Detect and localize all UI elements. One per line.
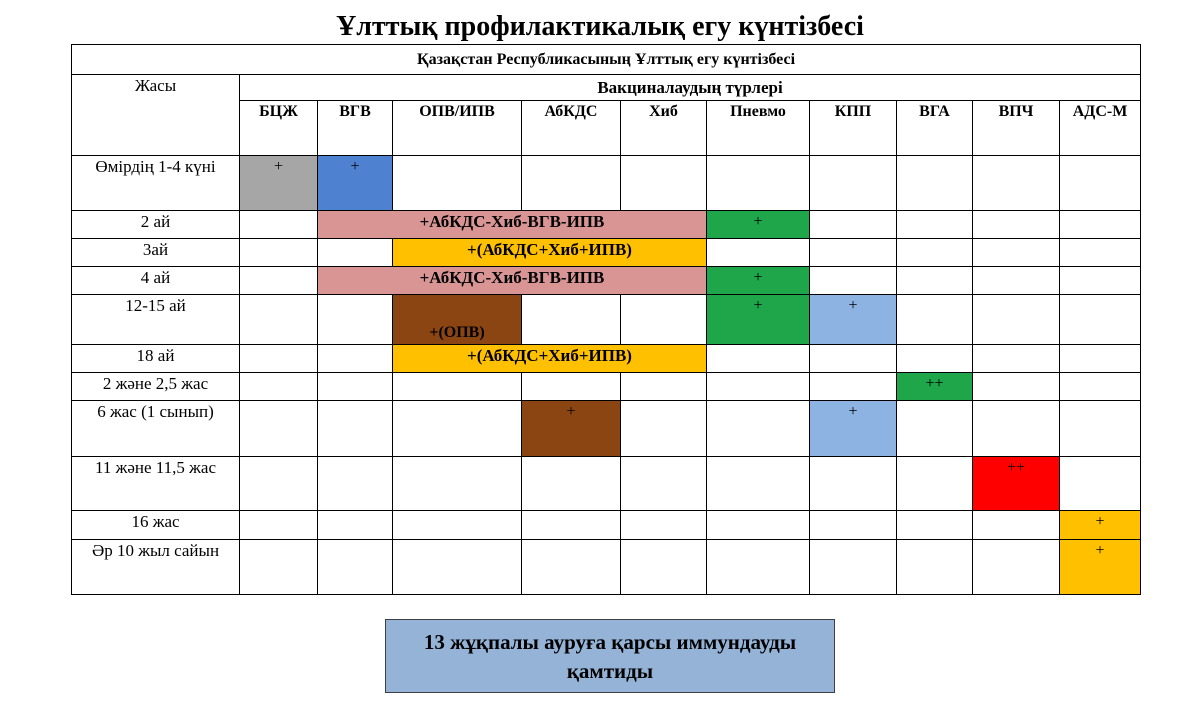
empty-cell xyxy=(897,210,973,238)
empty-cell xyxy=(1060,295,1141,344)
empty-cell xyxy=(240,457,318,511)
vaccine-header: Хиб xyxy=(621,101,707,155)
empty-cell xyxy=(810,267,897,295)
empty-cell xyxy=(522,155,621,210)
empty-cell xyxy=(973,539,1060,594)
empty-cell xyxy=(707,539,810,594)
empty-cell xyxy=(318,457,393,511)
schedule-row xyxy=(72,539,1141,594)
empty-cell xyxy=(973,372,1060,400)
empty-cell xyxy=(973,267,1060,295)
vaccine-header: ВГА xyxy=(897,101,973,155)
vaccine-header: БЦЖ xyxy=(240,101,318,155)
empty-cell xyxy=(973,344,1060,372)
empty-cell xyxy=(318,344,393,372)
header-row xyxy=(72,75,1141,101)
empty-cell xyxy=(1060,267,1141,295)
empty-cell xyxy=(810,239,897,267)
empty-cell xyxy=(1060,344,1141,372)
empty-cell xyxy=(393,372,522,400)
age-cell: 6 жас (1 сынып) xyxy=(72,400,240,456)
empty-cell xyxy=(1060,210,1141,238)
empty-cell xyxy=(393,155,522,210)
empty-cell xyxy=(897,267,973,295)
schedule-row xyxy=(72,210,1141,238)
empty-cell xyxy=(707,239,810,267)
vaccine-header: АДС-М xyxy=(1060,101,1141,155)
empty-cell xyxy=(393,457,522,511)
empty-cell xyxy=(810,344,897,372)
empty-cell xyxy=(707,344,810,372)
vaccine-header: Пневмо xyxy=(707,101,810,155)
vaccine-mark-cell: + xyxy=(1060,539,1141,594)
empty-cell xyxy=(240,400,318,456)
empty-cell xyxy=(973,400,1060,456)
empty-cell xyxy=(240,210,318,238)
combined-vaccine-cell: +(АбКДС+Хиб+ИПВ) xyxy=(393,239,707,267)
empty-cell xyxy=(621,457,707,511)
vaccine-mark-cell: + xyxy=(240,155,318,210)
vaccine-header: КПП xyxy=(810,101,897,155)
empty-cell xyxy=(522,457,621,511)
empty-cell xyxy=(707,155,810,210)
empty-cell xyxy=(707,400,810,456)
empty-cell xyxy=(318,511,393,539)
empty-cell xyxy=(318,400,393,456)
empty-cell xyxy=(393,511,522,539)
empty-cell xyxy=(1060,372,1141,400)
combined-vaccine-cell: +АбКДС-Хиб-ВГВ-ИПВ xyxy=(318,267,707,295)
vaccine-mark-cell: + xyxy=(707,210,810,238)
empty-cell xyxy=(897,155,973,210)
empty-cell xyxy=(897,400,973,456)
age-cell: 18 ай xyxy=(72,344,240,372)
empty-cell xyxy=(522,539,621,594)
empty-cell xyxy=(1060,457,1141,511)
vaccine-mark-cell: + xyxy=(810,295,897,344)
empty-cell xyxy=(522,511,621,539)
empty-cell xyxy=(318,372,393,400)
empty-cell xyxy=(621,372,707,400)
empty-cell xyxy=(810,511,897,539)
empty-cell xyxy=(240,539,318,594)
empty-cell xyxy=(810,372,897,400)
age-cell: 3ай xyxy=(72,239,240,267)
age-cell: 16 жас xyxy=(72,511,240,539)
schedule-row xyxy=(72,400,1141,456)
vaccine-mark-cell: + xyxy=(707,267,810,295)
vaccine-header: ВГВ xyxy=(318,101,393,155)
empty-cell xyxy=(240,239,318,267)
schedule-row xyxy=(72,372,1141,400)
empty-cell xyxy=(810,457,897,511)
vaccine-header: АбКДС xyxy=(522,101,621,155)
table-title: Қазақстан Республикасының Ұлттық егу күнтізбесі xyxy=(72,45,1141,75)
empty-cell xyxy=(897,511,973,539)
coverage-note: 13 жұқпалы ауруға қарсы иммундауды қамтиды xyxy=(385,619,835,693)
schedule-row xyxy=(72,457,1141,511)
vaccine-mark-cell: + xyxy=(522,400,621,456)
empty-cell xyxy=(707,457,810,511)
schedule-row xyxy=(72,344,1141,372)
page-title: Ұлттық профилактикалық егу күнтізбесі xyxy=(336,11,864,42)
vaccine-header: ОПВ/ИПВ xyxy=(393,101,522,155)
empty-cell xyxy=(973,155,1060,210)
empty-cell xyxy=(621,155,707,210)
empty-cell xyxy=(1060,155,1141,210)
age-cell: Әр 10 жыл сайын xyxy=(72,539,240,594)
schedule-row xyxy=(72,511,1141,539)
empty-cell xyxy=(1060,239,1141,267)
empty-cell xyxy=(621,539,707,594)
age-column-header: Жасы xyxy=(72,75,240,155)
empty-cell xyxy=(240,344,318,372)
empty-cell xyxy=(973,295,1060,344)
empty-cell xyxy=(897,539,973,594)
empty-cell xyxy=(318,539,393,594)
age-cell: 12-15 ай xyxy=(72,295,240,344)
age-cell: Өмірдің 1-4 күні xyxy=(72,155,240,210)
schedule-row xyxy=(72,295,1141,344)
vaccine-header: ВПЧ xyxy=(973,101,1060,155)
empty-cell xyxy=(522,295,621,344)
empty-cell xyxy=(522,372,621,400)
empty-cell xyxy=(240,372,318,400)
empty-cell xyxy=(393,400,522,456)
empty-cell xyxy=(897,344,973,372)
empty-cell xyxy=(897,295,973,344)
empty-cell xyxy=(393,539,522,594)
vaccine-mark-cell: + xyxy=(707,295,810,344)
empty-cell xyxy=(621,295,707,344)
vaccine-mark-cell: + xyxy=(318,155,393,210)
empty-cell xyxy=(240,267,318,295)
vaccine-mark-cell: ++ xyxy=(897,372,973,400)
vaccine-mark-cell: +(ОПВ) xyxy=(393,295,522,344)
age-cell: 4 ай xyxy=(72,267,240,295)
empty-cell xyxy=(621,400,707,456)
empty-cell xyxy=(810,210,897,238)
empty-cell xyxy=(1060,400,1141,456)
empty-cell xyxy=(973,511,1060,539)
empty-cell xyxy=(897,457,973,511)
age-cell: 2 ай xyxy=(72,210,240,238)
vaccine-mark-cell: + xyxy=(1060,511,1141,539)
empty-cell xyxy=(318,295,393,344)
vaccines-header: Вакциналаудың түрлері xyxy=(240,75,1141,101)
age-cell: 11 және 11,5 жас xyxy=(72,457,240,511)
empty-cell xyxy=(240,295,318,344)
schedule-row xyxy=(72,267,1141,295)
empty-cell xyxy=(621,511,707,539)
combined-vaccine-cell: +АбКДС-Хиб-ВГВ-ИПВ xyxy=(318,210,707,238)
table-title-row xyxy=(72,45,1141,75)
combined-vaccine-cell: +(АбКДС+Хиб+ИПВ) xyxy=(393,344,707,372)
age-cell: 2 және 2,5 жас xyxy=(72,372,240,400)
empty-cell xyxy=(318,239,393,267)
empty-cell xyxy=(973,239,1060,267)
vaccine-mark-cell: ++ xyxy=(973,457,1060,511)
empty-cell xyxy=(973,210,1060,238)
empty-cell xyxy=(707,511,810,539)
vaccination-schedule-table xyxy=(71,44,1141,595)
empty-cell xyxy=(897,239,973,267)
empty-cell xyxy=(240,511,318,539)
empty-cell xyxy=(707,372,810,400)
vaccine-mark-cell: + xyxy=(810,400,897,456)
empty-cell xyxy=(810,539,897,594)
schedule-row xyxy=(72,155,1141,210)
empty-cell xyxy=(810,155,897,210)
schedule-row xyxy=(72,239,1141,267)
